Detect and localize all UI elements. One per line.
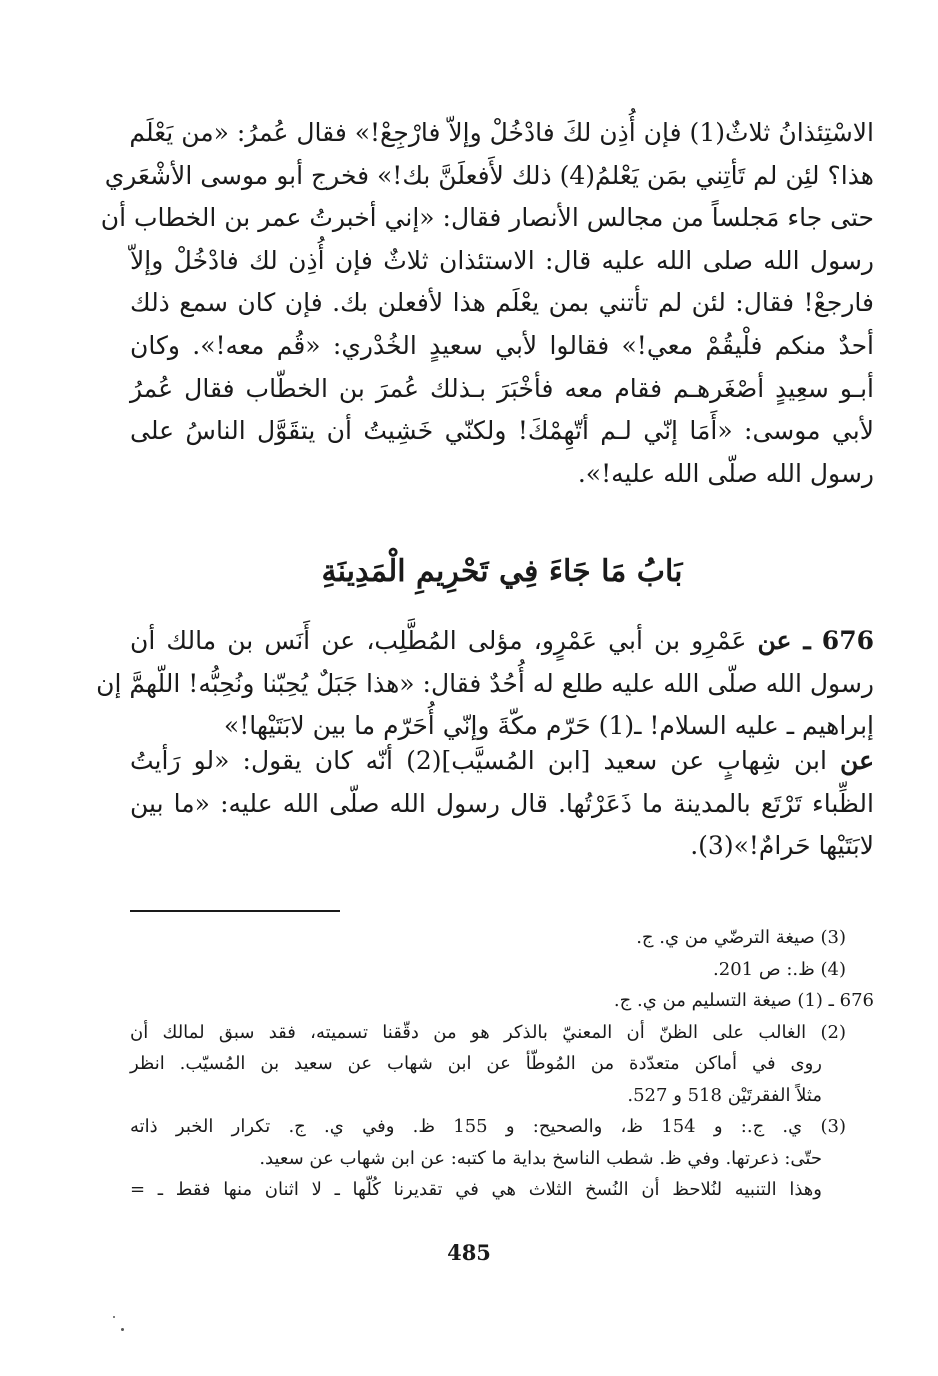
footnote-divider (130, 910, 340, 912)
text-line: رسول الله صلّى الله عليه!». (577, 458, 874, 488)
footnotes (130, 922, 874, 1206)
text-line: الاسْتِئذانُ ثلاثٌ(1) فإن أُذِن لكَ فادْخُلْ وإلاّ فارْجِعْ!» فقال عُمرُ: «من يَعْلَم (129, 118, 874, 147)
text-line: رسول الله صلّى الله عليه طلع له أُحُدٌ فقال: «هذا جَبَلٌ يُحِبّنا ونُحِبُّه! اللّهمَّ إن (96, 668, 874, 698)
text-line: لابَتَيْها حَرامٌ!»(3). (690, 831, 874, 861)
footnote: مثلاً الفقرتَيْن 518 و 527. (627, 1084, 822, 1106)
text-line: لأبي موسى: «أَمَا إنّي لـم أتّهِمْكَ! ولكنّي خَشِيتُ أن يتقَوَّل الناسُ على (130, 416, 874, 446)
text-span: ابن شِهابٍ عن سعيد [ابن المُسيَّب](2) أنّه كان يقول: «لو رَأيتُ (130, 746, 827, 775)
footnote: روى في أماكن متعدّدة من المُوطّأ عن ابن شهاب عن سعيد بن المُسيّب. انظر (130, 1053, 822, 1074)
footnote: (3) ي. ج.: و 154 ظ، والصحيح: و 155 ظ. وفي ي. ج. تكرار الخبر ذاته (130, 1116, 846, 1137)
scan-speck (121, 1328, 124, 1331)
text-line: أبـو سعِيدٍ أصْغَرهـم فقام معه فأخْبَرَ بـذلك عُمرَ بن الخطّاب فقال عُمرُ (130, 373, 874, 403)
footnote: (2) الغالب على الظنّ أن المعنيّ بالذكر هو من دقّقنا تسميته، فقد سبق لمالك أن (130, 1021, 846, 1043)
scan-speck (113, 1316, 115, 1318)
top-paragraph (100, 112, 874, 495)
text-line (130, 740, 874, 783)
text-line: حتى جاء مَجلساً من مجالس الأنصار فقال: «إني أخبرتُ عمر بن الخطاب أن (100, 203, 874, 233)
chapter-title: بَابُ مَا جَاءَ فِي تَحْرِيمِ الْمَدِينَةِ (321, 554, 683, 589)
hadith-lead: ـ عن (757, 626, 811, 655)
text-line: هذا؟ لئِن لم تَأتِني بمَن يَعْلمُ(4) ذلك لأَفعلَنَّ بك!» فخرج أبو موسى الأشْعَري (104, 160, 874, 190)
text-line: فارجعْ! فقال: لئن لم تأتني بمن يعْلَم هذا لأفعلن بك. فإن كان سمع ذلك (130, 288, 874, 318)
footnote: حتّى: ذعرتها. وفي ظ. شطب الناسخ بداية ما كتبه: عن ابن شهاب عن سعيد. (259, 1147, 822, 1169)
text-span: عَمْرِو بن أبي عَمْرٍو، مؤلى المُطَّلِب، عن أَنَس بن مالك أن (130, 626, 747, 655)
hadith-676 (96, 620, 874, 748)
text-line: إبراهيم ـ عليه السلام! ـ(1) حَرّم مكّةَ وإنّي أُحَرّم ما بين لابَتَيْها!» (223, 711, 874, 741)
footnote: وهذا التنبيه لنُلاحظ أن النُسخ الثلاث هي في تقديرنا كُلّها ـ لا اثنان منها فقط ـ = (130, 1179, 822, 1200)
page-number: 485 (447, 1240, 491, 1265)
hadith-number: 676 (821, 626, 874, 655)
second-hadith (130, 740, 874, 868)
footnote: (3) صيغة الترضّي من ي. ج. (636, 927, 846, 948)
text-line: أحدٌ منكم فلْيقُمْ معي!» فقالوا لأبي سعيدٍ الخُدْري: «قُم معه!». وكان (130, 330, 874, 360)
hadith-lead: عن (840, 746, 874, 775)
text-line (130, 620, 874, 663)
text-line: رسول الله صلى الله عليه قال: الاستئذان ثلاثٌ فإن أُذِن لك فادْخُلْ وإلاّ (130, 245, 874, 275)
text-line: الظِّباء تَرْتَع بالمدينة ما ذَعَرْتُها. قال رسول الله صلّى الله عليه: «ما بين (130, 788, 874, 818)
footnote: (4) ظ.: ص 201. (713, 958, 846, 980)
footnote: 676 ـ (1) صيغة التسليم من ي. ج. (613, 990, 874, 1011)
